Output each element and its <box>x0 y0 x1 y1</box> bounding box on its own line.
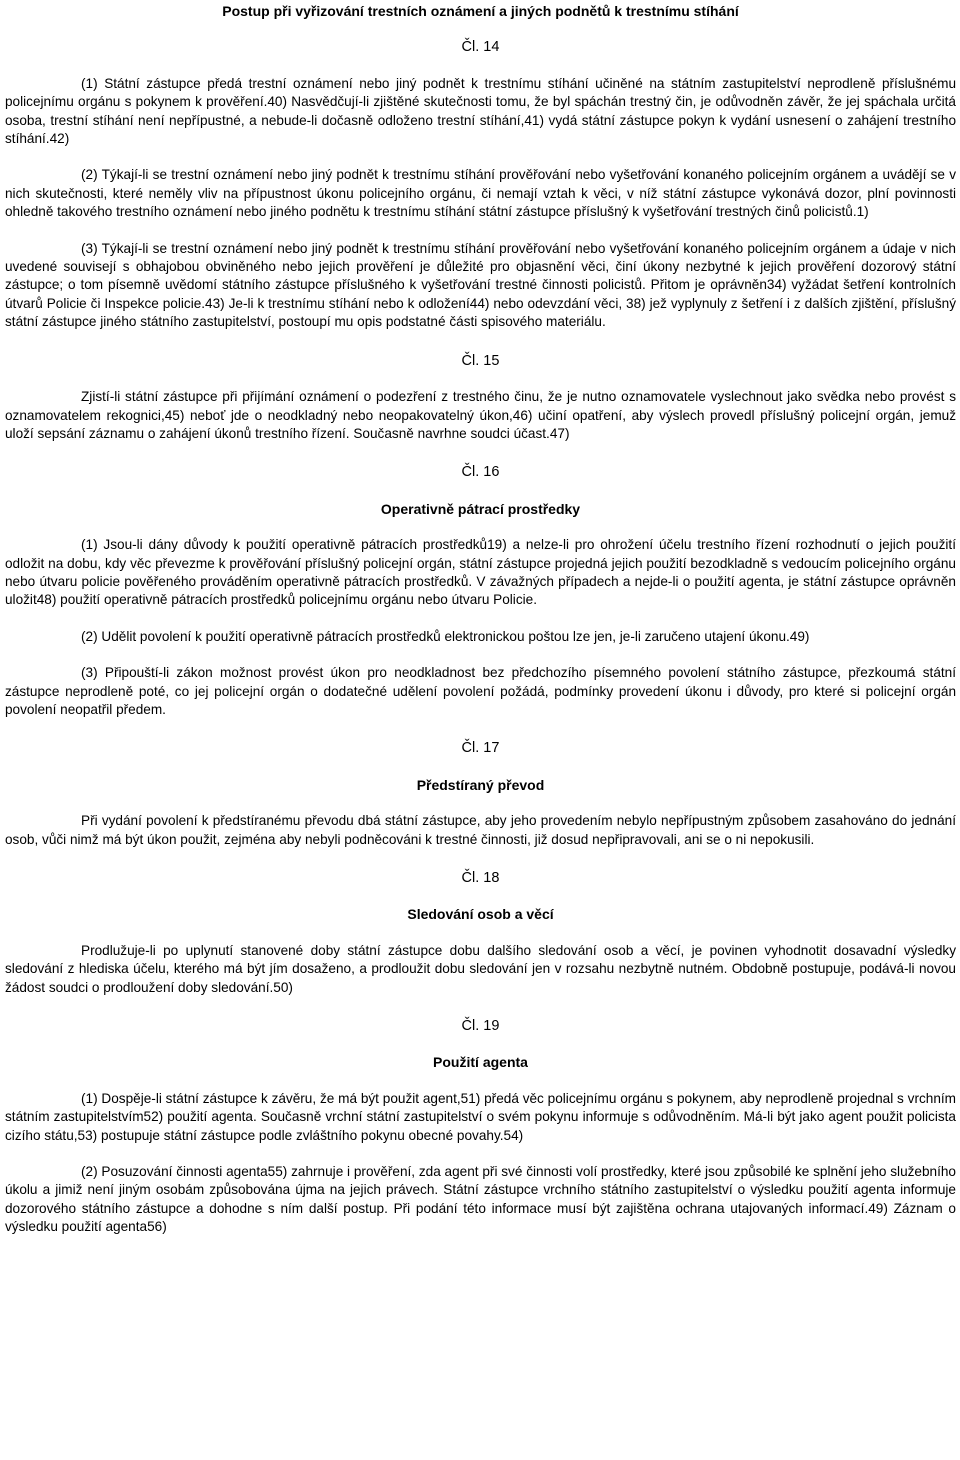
article-15 <box>5 352 956 444</box>
document-page <box>5 0 956 1237</box>
paragraph: (3) Připouští-li zákon možnost provést úkon pro neodkladnost bez předchozího písemného povolení státního zástupce, přezkoumá státní zástupce neprodleně poté, co jej policejní orgán o dodatečné udělení povolení požádá, podmínky provedení úkonu i důvody, pro které si policejní orgán povolení neopatřil předem. <box>5 665 956 717</box>
article-heading: Použití agenta <box>433 1054 528 1071</box>
article-17 <box>5 739 956 849</box>
article-19 <box>5 1017 956 1237</box>
article-number: Čl. 14 <box>461 39 500 56</box>
article-heading: Předstíraný převod <box>416 776 545 793</box>
paragraph: Zjistí-li státní zástupce při přijímání oznámení o podezření z trestného činu, že je nutno oznamovatele vyslechnout jako svědka nebo provést s oznamovatelem rekognici,45) neboť jde o neodkladný nebo neopakovatelný úkon,46) učiní opatření, aby výslech provedl příslušný policejní orgán, jemuž uloží sepsání záznamu o zahájení úkonů trestního řízení. Současně navrhne soudci účast.47) <box>5 389 956 441</box>
paragraph: (2) Udělit povolení k použití operativně pátracích prostředků elektronickou poštou lze jen, je-li zaručeno utajení úkonu.49) <box>81 628 810 644</box>
document-title: Postup při vyřizování trestních oznámení a jiných podnětů k trestnímu stíhání <box>222 3 739 19</box>
paragraph: (1) Dospěje-li státní zástupce k závěru, že má být použit agent,51) předá věc policejnímu orgánu s pokynem, aby neprodleně projednal s vrchním státním zastupitelstvím52) použití agenta. Současně vrchní státní zastupitelství o svém pokynu informuje s odůvodněním. Má-li být jako agent použit policista cizího státu,53) postupuje státní zástupce podle zvláštního pokynu obecné povahy.54) <box>5 1090 956 1143</box>
paragraph: (1) Jsou-li dány důvody k použití operativně pátracích prostředků19) a nelze-li pro ohrožení účelu trestního řízení rozhodnutí o jejich použití odložit na dobu, kdy věc převezme k prověřování příslušný policejní orgán, státní zástupce projedná jejich použití bezodkladně s vedoucím policejního orgánu nebo útvaru policie pověřeného prováděním operativně pátracích prostředků. V závažných případech a nejde-li o použití agenta, je státní zástupce oprávněn uložit48) použití operativně pátracích prostředků policejnímu orgánu nebo útvaru Policie. <box>5 537 956 608</box>
article-number: Čl. 16 <box>461 464 500 481</box>
paragraph: (1) Státní zástupce předá trestní oznámení nebo jiný podnět k trestnímu stíhání učiněné na státním zastupitelství neprodleně příslušnému policejnímu orgánu s pokynem k prověření.40) Nasvědčují-li zjištěné skutečnosti tomu, že byl spáchán trestný čin, je odůvodněn závěr, že jej spáchala určitá osoba, trestní stíhání není nepřípustné, a nebude-li dočasně odloženo trestní stíhání,41) vydá státní zástupce pokyn k vydání usnesení o zahájení trestního stíhání.42) <box>5 75 956 147</box>
paragraph: (3) Týkají-li se trestní oznámení nebo jiný podnět k trestnímu stíhání prověřování nebo vyšetřování konaného policejním orgánem a údaje v nich uvedené souvisejí s obhajobou obviněného nebo jejich prověření je důležité pro objasnění věci, činí úkony nezbytné k jejich prověření dozorový státní zástupce; o tom písemně uvědomí státního zástupce příslušného k vyšetřování trestné činnosti policistů. Přitom je oprávněn34) vyžádat šetření kontrolních útvarů Policie či Inspekce policie.43) Je-li k trestnímu stíhání nebo k odložení44) nebo odevzdání věci, 38) jež vyplynuly z šetření i z dalších zjištění, příslušný státní zástupce jiného státního zastupitelství, postoupí mu opis podstatné části spisového materiálu. <box>5 240 956 330</box>
paragraph: (2) Posuzování činnosti agenta55) zahrnuje i prověření, zda agent při své činnosti volí prostředky, které jsou způsobilé ke splnění jeho služebního úkolu a jimiž není jiným osobám způsobována újma na jejich právech. Státní zástupce vrchního státního zastupitelství o výsledku použití agenta informuje dozorového státního zástupce a dohodne s ním další postup. Při podání této informace musí být zajištěna ochrana utajovaných informací.49) Záznam o výsledku použití agenta56) <box>5 1164 956 1235</box>
article-heading: Sledování osob a věcí <box>407 906 554 923</box>
article-18 <box>5 869 956 997</box>
paragraph: (2) Týkají-li se trestní oznámení nebo jiný podnět k trestnímu stíhání prověřování nebo vyšetřování konaného policejním orgánem a uvádějí se v nich skutečnosti, které neměly vliv na přípustnost úkonu policejního orgánu, či nemají vztah k věci, v níž státní zástupce vykonává dozor, plní povinnosti ohledně takového trestního oznámení nebo jiného podnětu k trestnímu stíhání státní zástupce příslušný k vyšetřování trestných činů policistů.1) <box>5 167 956 220</box>
article-heading: Operativně pátrací prostředky <box>380 500 581 517</box>
article-number: Čl. 15 <box>461 352 500 369</box>
article-number: Čl. 17 <box>461 740 500 757</box>
article-14 <box>5 38 956 331</box>
paragraph: Při vydání povolení k předstíranému převodu dbá státní zástupce, aby jeho provedením nebylo nepřípustným způsobem zasahováno do jednání osob, vůči nimž má být úkon použit, zejména aby nebyli podněcováni k trestné činnosti, již dosud nepřipravovali, ani se o ni nepokusili. <box>5 813 956 847</box>
article-number: Čl. 18 <box>461 870 500 886</box>
article-16 <box>5 463 956 719</box>
paragraph: Prodlužuje-li po uplynutí stanovené doby státní zástupce dobu dalšího sledování osob a věcí, je povinen vyhodnotit dosavadní výsledky sledování z hlediska účelu, kterého má být jím dosaženo, a prodloužit dobu sledování jen v rozsahu nezbytně nutném. Obdobně postupuje, podává-li novou žádost soudci o prodloužení doby sledování.50) <box>5 942 956 995</box>
article-number: Čl. 19 <box>461 1018 500 1035</box>
